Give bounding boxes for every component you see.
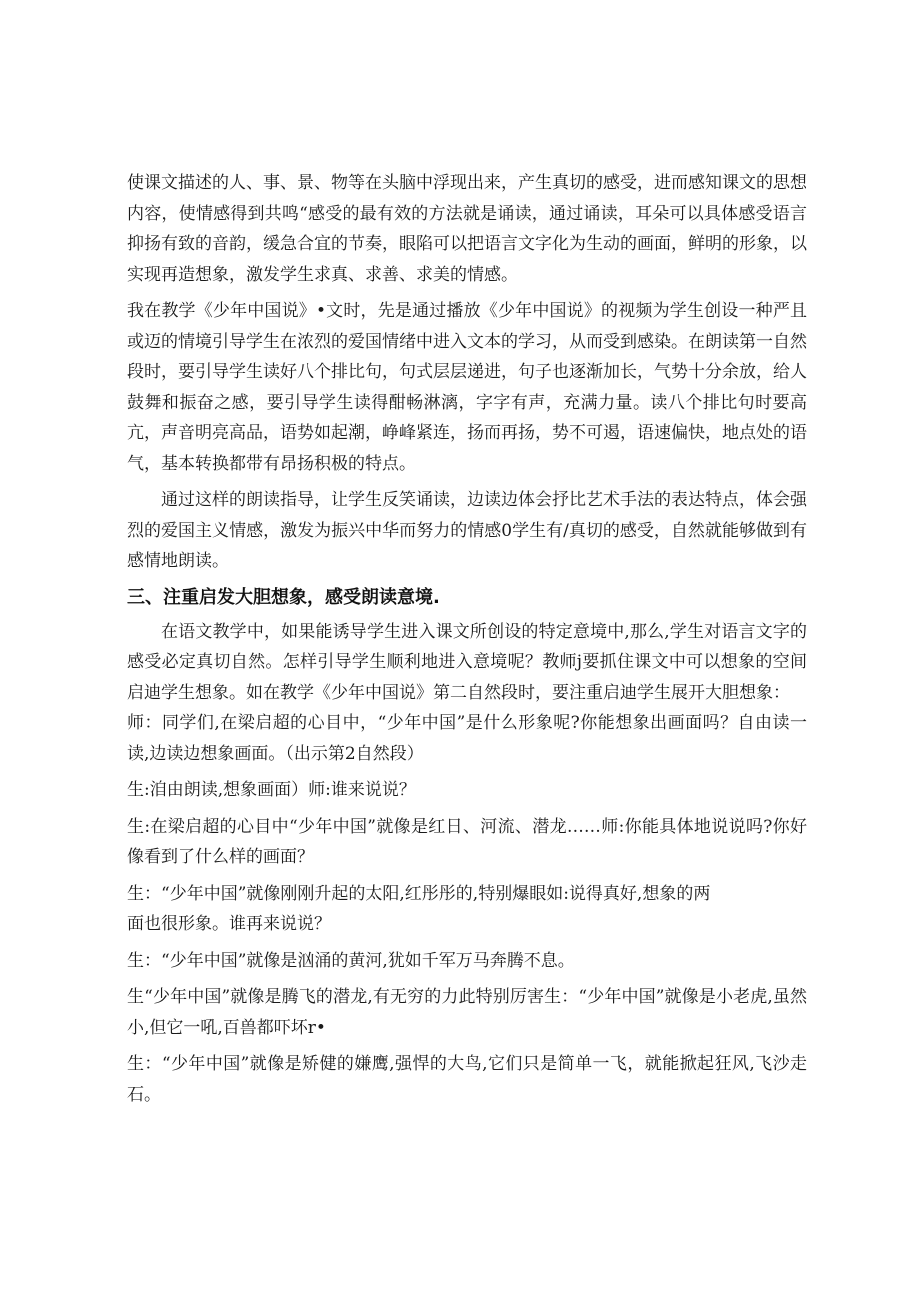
paragraph-9: 生：“少年中国”就像是汹涌的黄河,犹如千军万马奔腾不息。 bbox=[127, 950, 575, 971]
paragraph-3: 通过这样的朗读指导，让学生反笑诵读，边读边体会抒比艺术手法的表达特点，体会强烈的爱国主义情感，激发为振兴中华而努力的情感0学生有/真切的感受，自然就能够做到有感情地朗读。 bbox=[127, 490, 807, 571]
paragraph-11: 生：“少年中国”就像是矫健的嫌鹰,强悍的大鸟,它们只是简单一飞，就能掀起狂风,飞沙走石。 bbox=[127, 1054, 807, 1105]
section-heading: 三、注重启发大胆想象，感受朗读意境. bbox=[127, 586, 440, 608]
paragraph-8 bbox=[127, 879, 807, 940]
paragraph-10: 生“少年中国”就像是腾飞的潜龙,有无穷的力此特别厉害生：“少年中国”就像是小老虎,虽然小,但它一吼,百兽都吓坏r• bbox=[127, 987, 807, 1038]
paragraph-4: 在语文教学中，如果能诱导学生进入课文所创设的特定意境中,那么,学生对语言文字的感受必定真切自然。怎样引导学生顺利地进入意境呢？教师j要抓住课文中可以想象的空间启迪学生想象。如在教学《少年中国说》第二自然段时，要注重启迪学生展开大胆想象： bbox=[127, 621, 807, 703]
paragraph-8-line-2: 面也很形象。谁再来说说？ bbox=[127, 914, 331, 934]
document-body bbox=[127, 168, 807, 1110]
paragraph-5: 师：同学们,在梁启超的心目中，“少年中国”是什么形象呢?你能想象出画面吗？自由读一读,边读边想象画面。（出示第2自然段） bbox=[127, 713, 807, 764]
paragraph-2: 我在教学《少年中国说》•文时，先是通过播放《少年中国说》的视频为学生创设一种严且或迈的情境引导学生在浓烈的爱国情绪中进入文本的学习，从而受到感染。在朗读第一自然段时，要引导学生读好八个排比句，句式层层递进，句子也逐渐加长，气势十分余放，给人鼓舞和振奋之感，要引导学生读得酣畅淋漓，字字有声，充满力量。读八个排比句时要高亢，声音明亮高品，语势如起潮，峥峰紧连，扬而再扬，势不可遏，语速偏快，地点处的语气，基本转换都带有昂扬积极的特点。 bbox=[127, 301, 807, 474]
paragraph-6: 生:洎由朗读,想象画面）师:谁来说说？ bbox=[127, 780, 416, 800]
paragraph-1: 使课文描述的人、事、景、物等在头脑中浮现出来，产生真切的感受，进而感知课文的思想内容，使情感得到共鸣“感受的最有效的方法就是诵读，通过诵读，耳朵可以具体感受语言抑扬有致的音韵，缓急合宜的节奏，眼陷可以把语言文字化为生动的画面，鲜明的形象，以实现再造想象，激发学生求真、求善、求美的情感。 bbox=[127, 173, 807, 285]
paragraph-8-line-1: 生：“少年中国”就像刚刚升起的太阳,红彤彤的,特别爆眼如:说得真好,想象的两 bbox=[127, 883, 711, 904]
paragraph-7: 生:在梁启超的心目中“少年中国”就像是红日、河流、潜龙……师:你能具体地说说吗?你好像看到了什么样的画面？ bbox=[127, 816, 807, 867]
